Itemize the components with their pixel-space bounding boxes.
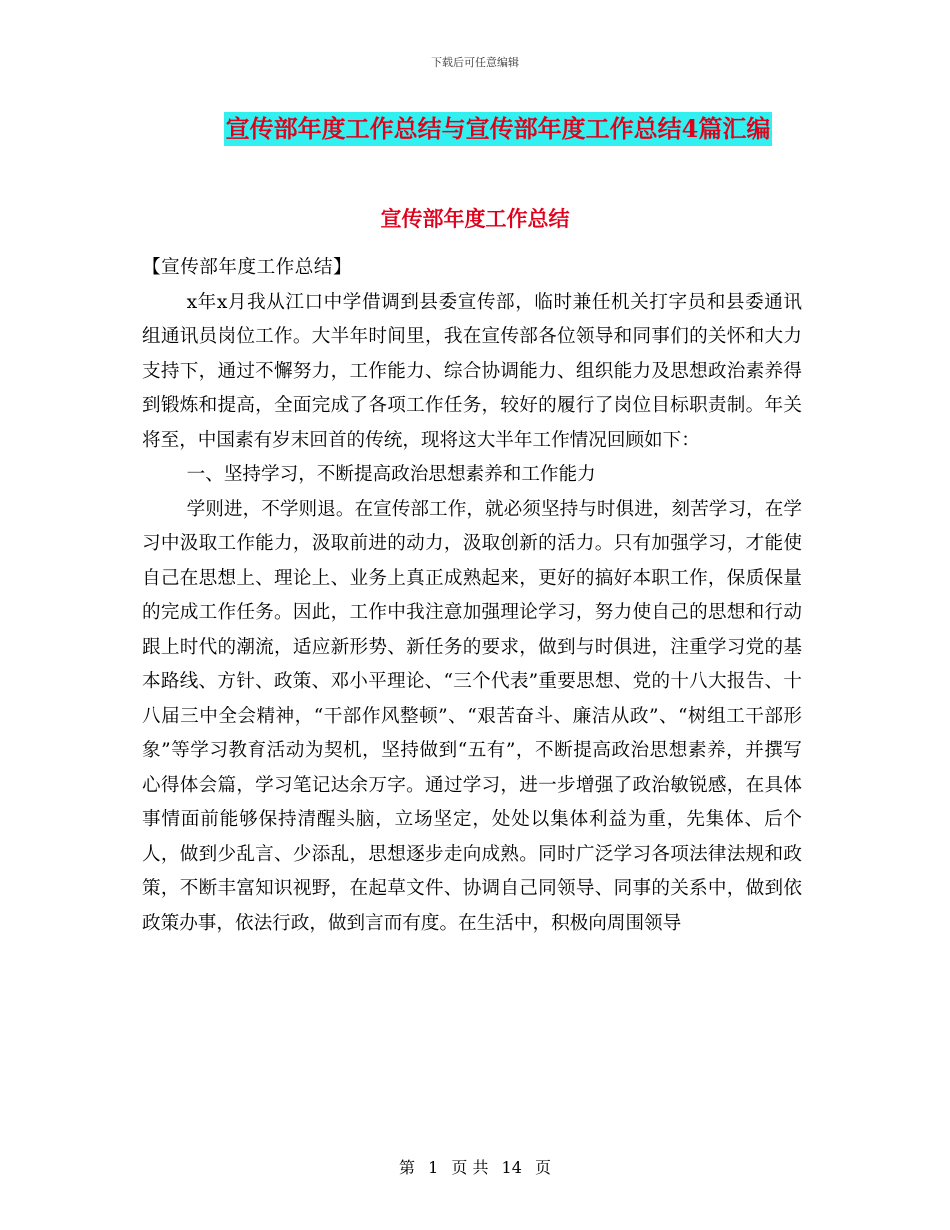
document-title bbox=[0, 112, 950, 146]
header-note: 下载后可任意编辑 bbox=[431, 56, 519, 69]
paragraph-study: 学则进，不学则退。在宣传部工作，就必须坚持与时俱进，刻苦学习，在学习中汲取工作能力，汲取前进的动力，汲取创新的活力。只有加强学习，才能使自己在思想上、理论上、业务上真正成熟起来，更好的搞好本职工作，保质保量的完成工作任务。因此，工作中我注意加强理论学习，努力使自己的思想和行动跟上时代的潮流，适应新形势、新任务的要求，做到与时俱进，注重学习党的基本路线、方针、政策、邓小平理论、“三个代表”重要思想、党的十八大报告、十八届三中全会精神，“干部作风整顿”、“艰苦奋斗、廉洁从政”、“树组工干部形象”等学习教育活动为契机，坚持做到“五有”，不断提高政治思想素养，并撰写心得体会篇，学习笔记达余万字。通过学习，进一步增强了政治敏锐感，在具体事情面前能够保持清醒头脑，立场坚定，处处以集体利益为重，先集体、后个人，做到少乱言、少添乱，思想逐步走向成熟。同时广泛学习各项法律法规和政策，不断丰富知识视野，在起草文件、协调自己同领导、同事的关系中，做到依政策办事，依法行政，做到言而有度。在生活中，积极向周围领导 bbox=[142, 498, 802, 934]
page-footer bbox=[0, 1155, 950, 1178]
document-title-text: 宣传部年度工作总结与宣传部年度工作总结4篇汇编 bbox=[224, 112, 773, 146]
document-body bbox=[142, 251, 802, 941]
section-title: 宣传部年度工作总结 bbox=[380, 206, 570, 231]
paragraph-heading: 一、坚持学习，不断提高政治思想素养和工作能力 bbox=[186, 464, 596, 485]
footer-page-number: 1 bbox=[428, 1158, 439, 1177]
footer-suffix: 页 bbox=[535, 1158, 552, 1177]
footer-total-pages: 14 bbox=[501, 1158, 522, 1177]
paragraph-intro: x年x月我从江口中学借调到县委宣传部，临时兼任机关打字员和县委通讯组通讯员岗位工作。大半年时间里，我在宣传部各位领导和同事们的关怀和大力支持下，通过不懈努力，工作能力、综合协调能力、组织能力及思想政治素养得到锻炼和提高，全面完成了各项工作任务，较好的履行了岗位目标职责制。年关将至，中国素有岁末回首的传统，现将这大半年工作情况回顾如下： bbox=[142, 291, 802, 451]
section-label: 【宣传部年度工作总结】 bbox=[142, 257, 353, 278]
footer-prefix: 第 bbox=[398, 1158, 415, 1177]
footer-middle: 页 共 bbox=[451, 1158, 489, 1177]
